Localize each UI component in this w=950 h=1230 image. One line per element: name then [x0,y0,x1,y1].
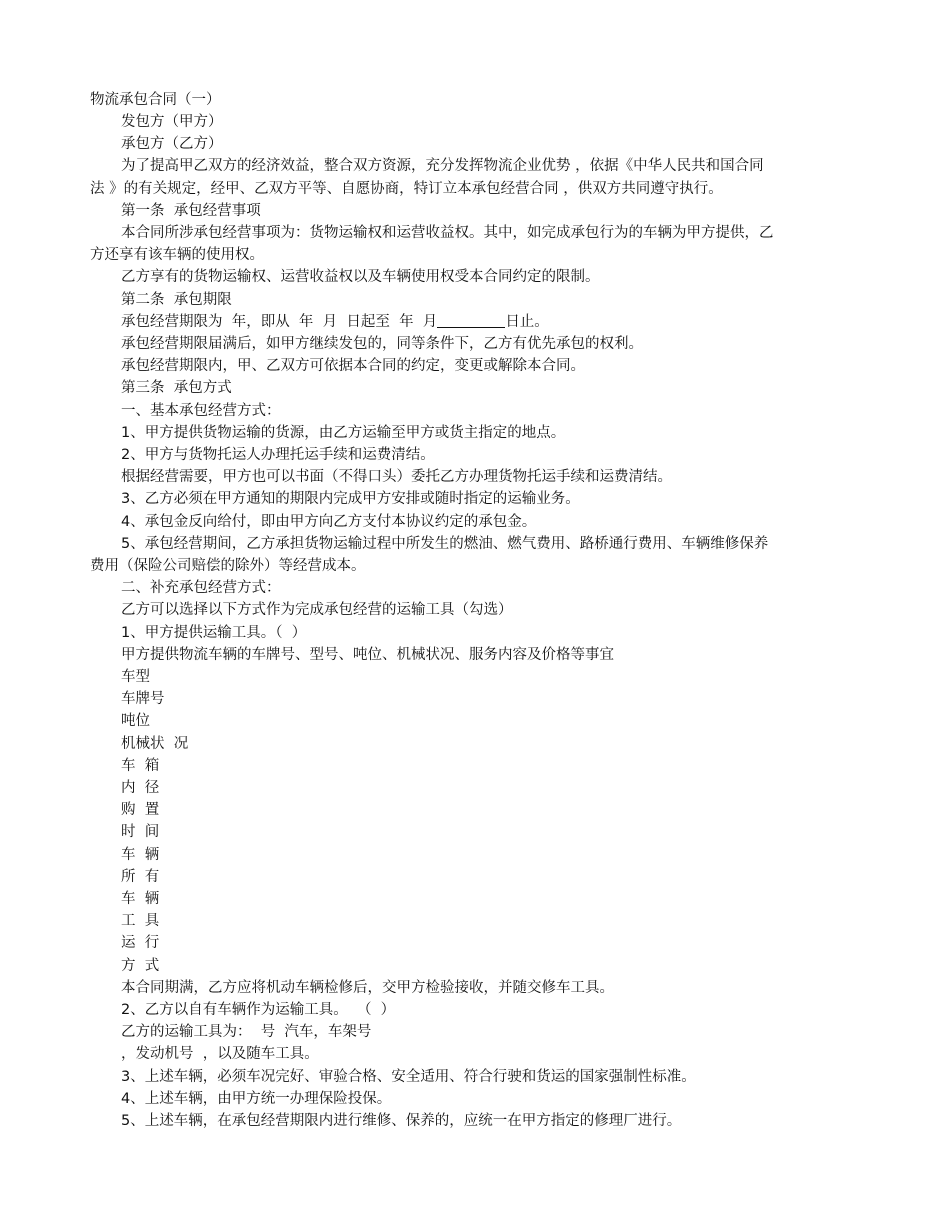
document-line: 车 辆 [121,891,160,907]
document-line: 运 行 [121,935,160,952]
document-line: 3、乙方必须在甲方通知的期限内完成甲方安排或随时指定的运输业务。 [121,491,580,508]
blank-underline [437,313,505,328]
document-line: 乙方享有的货物运输权、运营收益权以及车辆使用权受本合同约定的限制。 [121,269,600,286]
document-title: 物流承包合同（一） [90,92,221,108]
document-line: 乙方的运输工具为： 号 汽车，车架号 [121,1024,372,1041]
document-line: 费用（保险公司赔偿的除外）等经营成本。 [90,558,366,574]
document-line: 1、甲方提供运输工具。（ ） [121,624,307,641]
document-line: 根据经营需要，甲方也可以书面（不得口头）委托乙方办理货物托运手续和运费清结。 [121,469,672,486]
document-line: 1、甲方提供货物运输的货源，由乙方运输至甲方或货主指定的地点。 [121,424,566,441]
document-line: 方 式 [121,957,160,974]
document-line: 承包经营期限为 年，即从 年 月 日起至 年 月 日止。 [121,313,549,330]
document-line: 方还享有该车辆的使用权。 [90,247,264,264]
term-end-suffix: 日止。 [505,313,549,330]
document-line: 4、上述车辆，由甲方统一办理保险投保。 [121,1090,392,1107]
document-line: 为了提高甲乙双方的经济效益，整合双方资源，充分发挥物流企业优势 ，依据《中华人民共和国合同 [121,158,764,175]
document-line: 5、承包经营期间，乙方承担货物运输过程中所发生的燃油、燃气费用、路桥通行费用、车辆维修保养 [121,535,769,552]
document-line: 车 箱 [121,757,160,774]
document-line: 工 具 [121,913,160,930]
document-line: 第二条 承包期限 [121,291,232,308]
document-line: 3、上述车辆，必须车况完好、审验合格、安全适用、符合行驶和货运的国家强制性标准。 [121,1068,696,1085]
document-line: 第三条 承包方式 [121,380,232,397]
document-line: 2、乙方以自有车辆作为运输工具。 （ ） [121,1002,396,1018]
document-line: 车 辆 [121,846,160,863]
document-line: 时 间 [121,824,160,841]
document-line: ，发动机号 ，以及随车工具。 [121,1046,319,1063]
document-line: 机械状 况 [121,735,189,752]
document-line: 法 》的有关规定，经甲、乙双方平等、自愿协商，特订立本承包经营合同 ，供双方共同遵守执行。 [90,180,723,197]
document-line: 4、承包金反向给付，即由甲方向乙方支付本协议约定的承包金。 [121,513,537,530]
document-line: 承包经营期限内，甲、乙双方可依据本合同的约定，变更或解除本合同。 [121,358,585,375]
document-line: 本合同期满，乙方应将机动车辆检修后，交甲方检验接收，并随交修车工具。 [121,979,614,996]
document-line: 2、甲方与货物托运人办理托运手续和运费清结。 [121,447,435,463]
document-line: 一、基本承包经营方式： [121,402,281,419]
document-line: 第一条 承包经营事项 [121,202,261,219]
document-line: 二、补充承包经营方式： [121,580,281,597]
document-line: 发包方（甲方） [121,114,223,130]
document-line: 购 置 [121,802,160,819]
document-line: 5、上述车辆，在承包经营期限内进行维修、保养的，应统一在甲方指定的修理厂进行。 [121,1113,682,1129]
document-line: 乙方可以选择以下方式作为完成承包经营的运输工具（勾选） [121,602,513,619]
document-line: 承包方（乙方） [121,136,223,153]
document-line: 车型 [121,669,150,685]
document-line: 承包经营期限届满后，如甲方继续发包的，同等条件下，乙方有优先承包的权利。 [121,336,643,352]
document-line: 本合同所涉承包经营事项为：货物运输权和运营收益权。其中，如完成承包行为的车辆为甲方提供，乙 [121,225,774,241]
document-line: 吨位 [121,713,150,730]
document-line: 车牌号 [121,691,165,708]
document-line: 内 径 [121,780,160,796]
document-line: 甲方提供物流车辆的车牌号、型号、吨位、机械状况、服务内容及价格等事宜 [121,646,614,663]
document-line: 所 有 [121,868,160,885]
